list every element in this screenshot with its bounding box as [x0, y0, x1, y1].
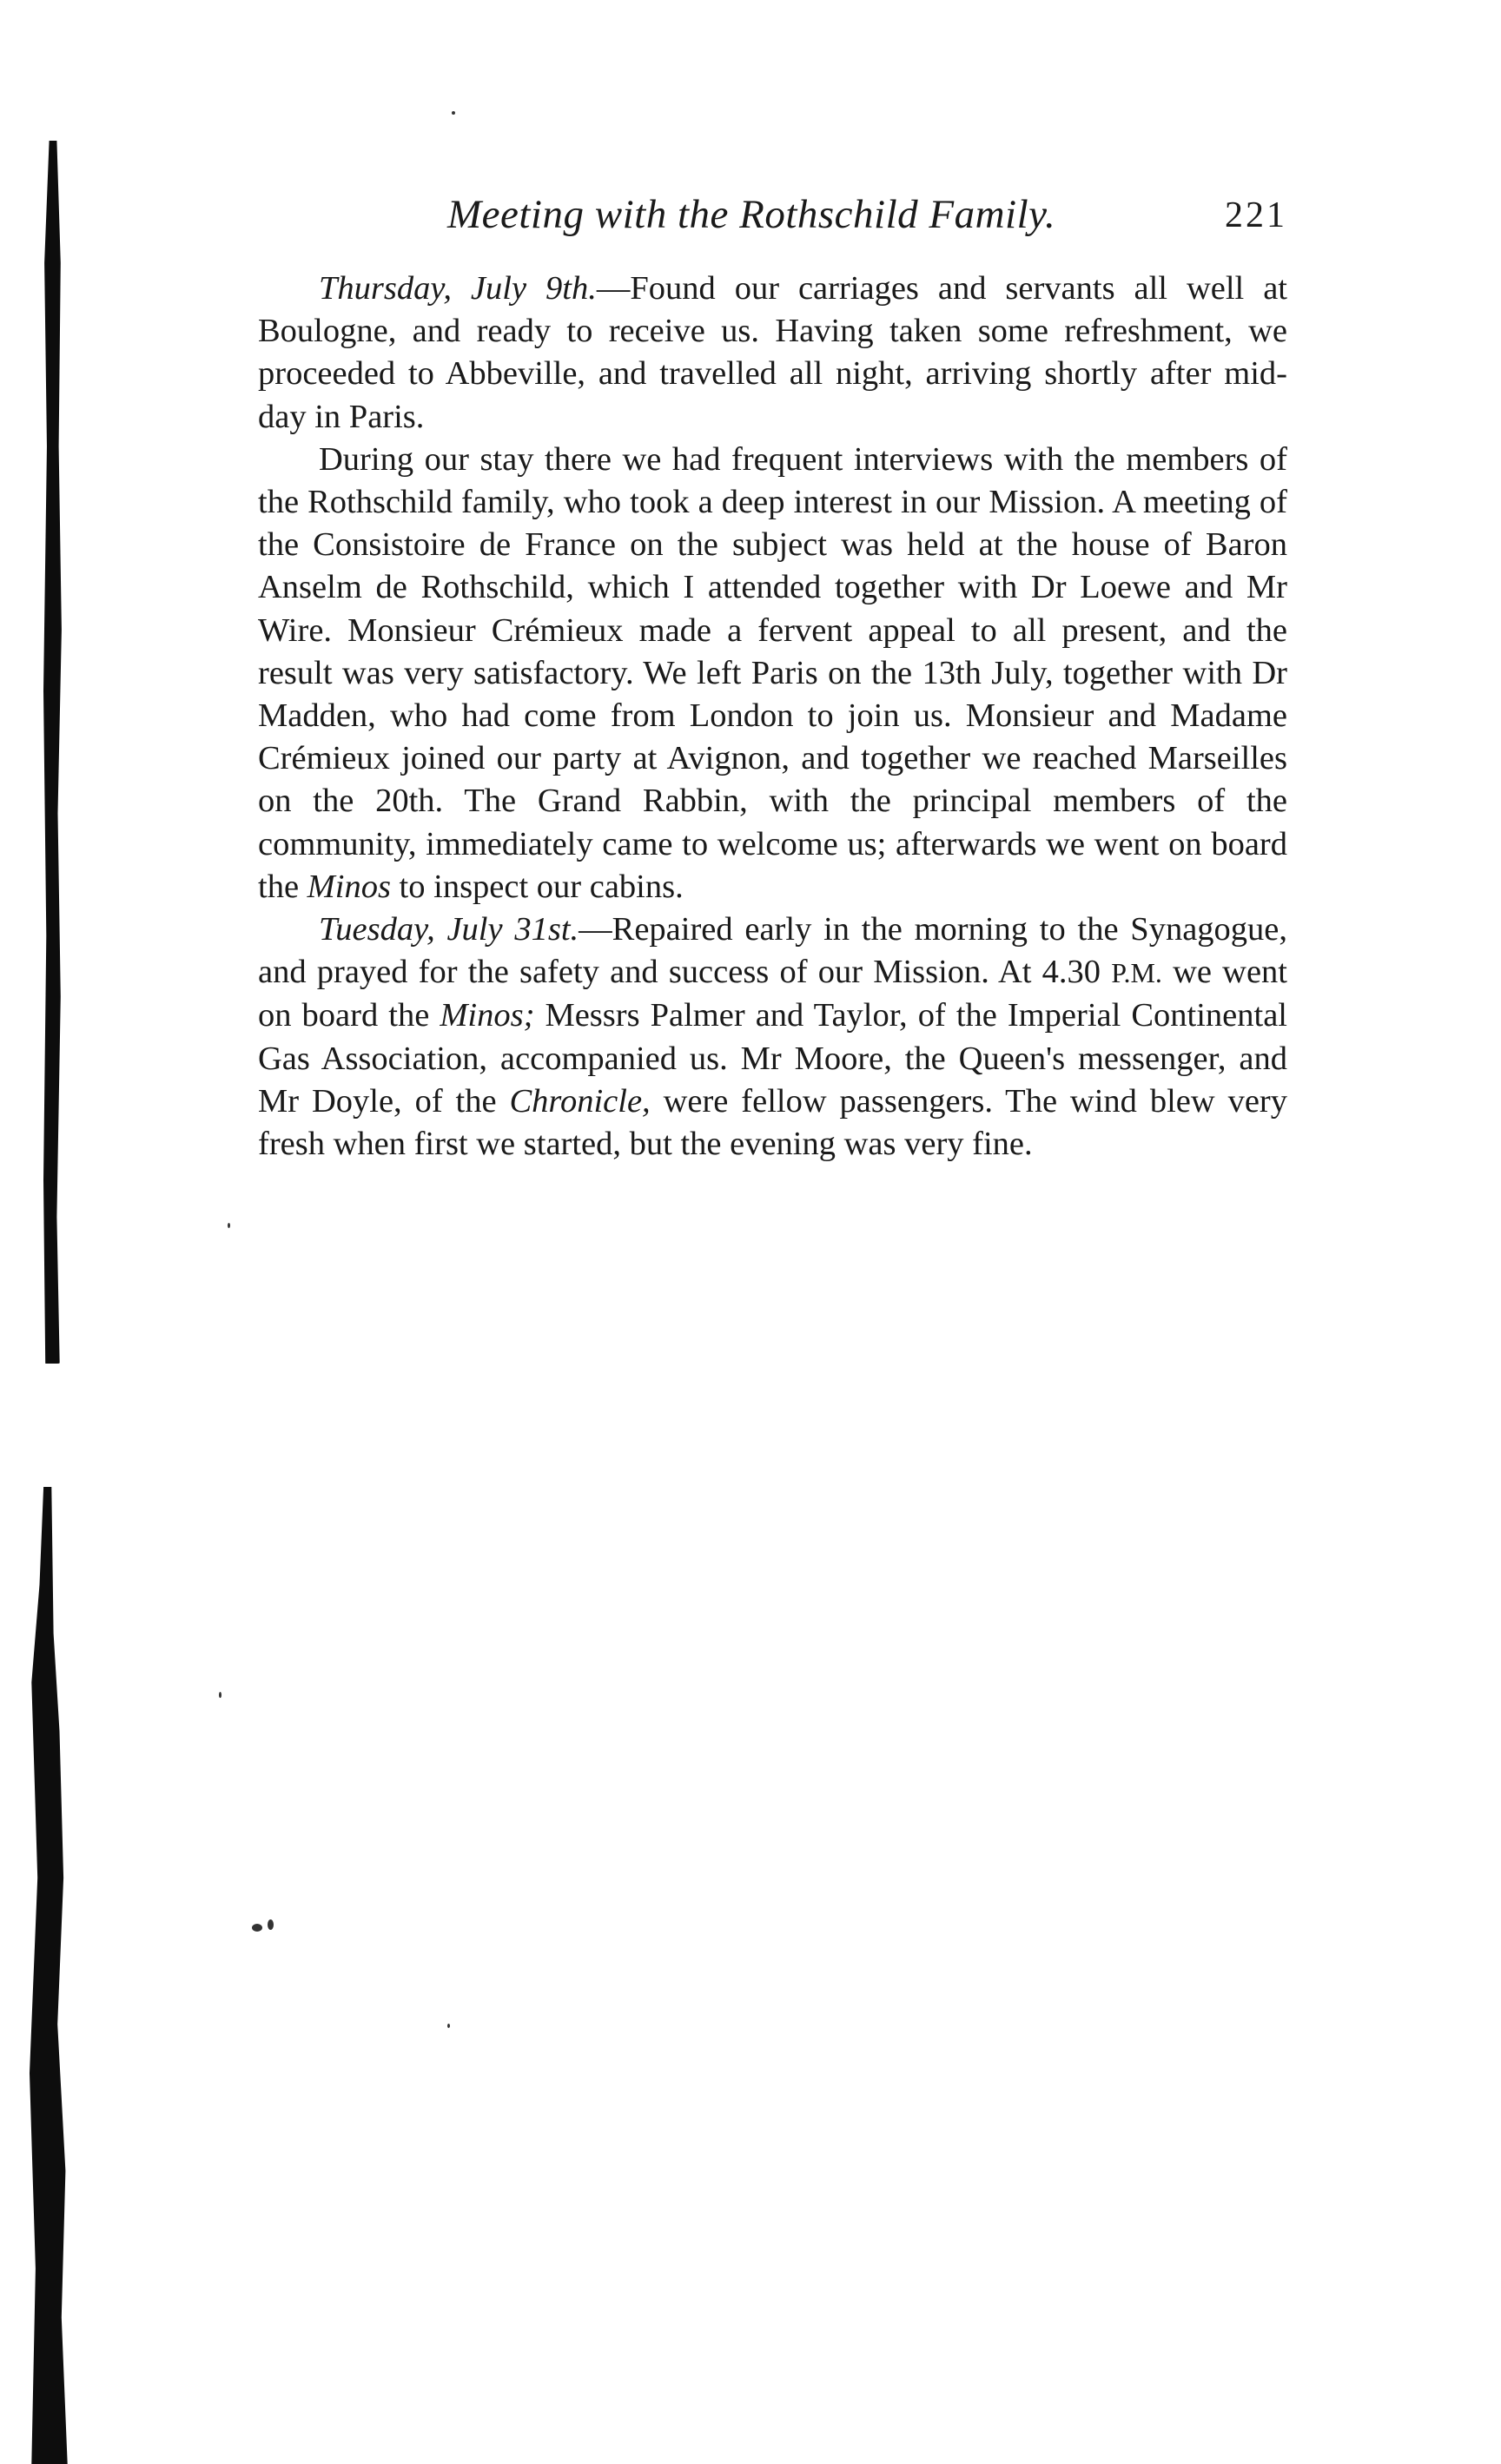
paragraph-text-tail: to inspect our cabins. [390, 868, 684, 905]
paragraph-text: —Found our carriages and servants all well at Boulogne, and ready to receive us. Having taken some refreshment, we proceeded to Abbeville, and travelled all night, arriving shortly after mid-day in Paris. [258, 270, 1287, 435]
paragraph-text: we went on board the [258, 954, 1287, 1034]
diary-date: Tuesday, July 31st. [319, 911, 579, 948]
scan-speck [447, 2024, 450, 2028]
newspaper-name: Chronicle, [509, 1082, 651, 1120]
ship-name: Minos; [440, 997, 535, 1034]
running-head [258, 174, 1287, 252]
scan-speck [268, 1919, 274, 1930]
ship-name: Minos [307, 868, 391, 905]
time-marker: P.M. [1111, 957, 1162, 989]
paragraph-text: —Repaired early in the morning to the Synagogue, and prayed for the safety and success of our Mission. At 4.30 [258, 911, 1288, 991]
scan-speck [219, 1692, 222, 1698]
paragraph-text: were fellow passengers. The wind blew very fresh when first we started, but the evening was very fine. [258, 1082, 1287, 1163]
book-page [258, 174, 1287, 1166]
paragraph-tuesday [258, 908, 1287, 1166]
scan-speck [252, 1924, 262, 1932]
paragraph-text: During our stay there we had frequent interviews with the members of the Rothschild family, who took a deep interest in our Mission. A meeting of the Consistoire de France on the subject was held at the house of Baron Anselm de Rothschild, which I attended together with Dr Loewe and Mr Wire. Monsieur Crémieux made a fervent appeal to all present, and the result was very satisfactory. We left Paris on the 13th July, together with Dr Madden, who had come from London to join us. Monsieur and Madame Crémieux joined our party at Avignon, and together we reached Marseilles on the 20th. The Grand Rabbin, with the principal members of the community, immediately came to welcome us; afterwards we went on board the [258, 440, 1287, 905]
page-number: 221 [1225, 195, 1287, 235]
scan-speck [228, 1223, 230, 1228]
paragraph-text: Messrs Palmer and Taylor, of the Imperial Continental Gas Association, accompanied us. Mr Moore, the Queen's messenger, and Mr Doyle, of the [258, 997, 1287, 1120]
running-title: Meeting with the Rothschild Family. [447, 192, 1056, 237]
binding-shadow-bottom [30, 1487, 69, 2464]
binding-shadow-top [43, 141, 63, 1364]
paragraph-paris-stay [258, 439, 1287, 908]
scan-speck [452, 111, 455, 115]
paragraph-thursday [258, 268, 1287, 439]
diary-date: Thursday, July 9th. [319, 270, 597, 307]
body-text [258, 252, 1287, 1166]
